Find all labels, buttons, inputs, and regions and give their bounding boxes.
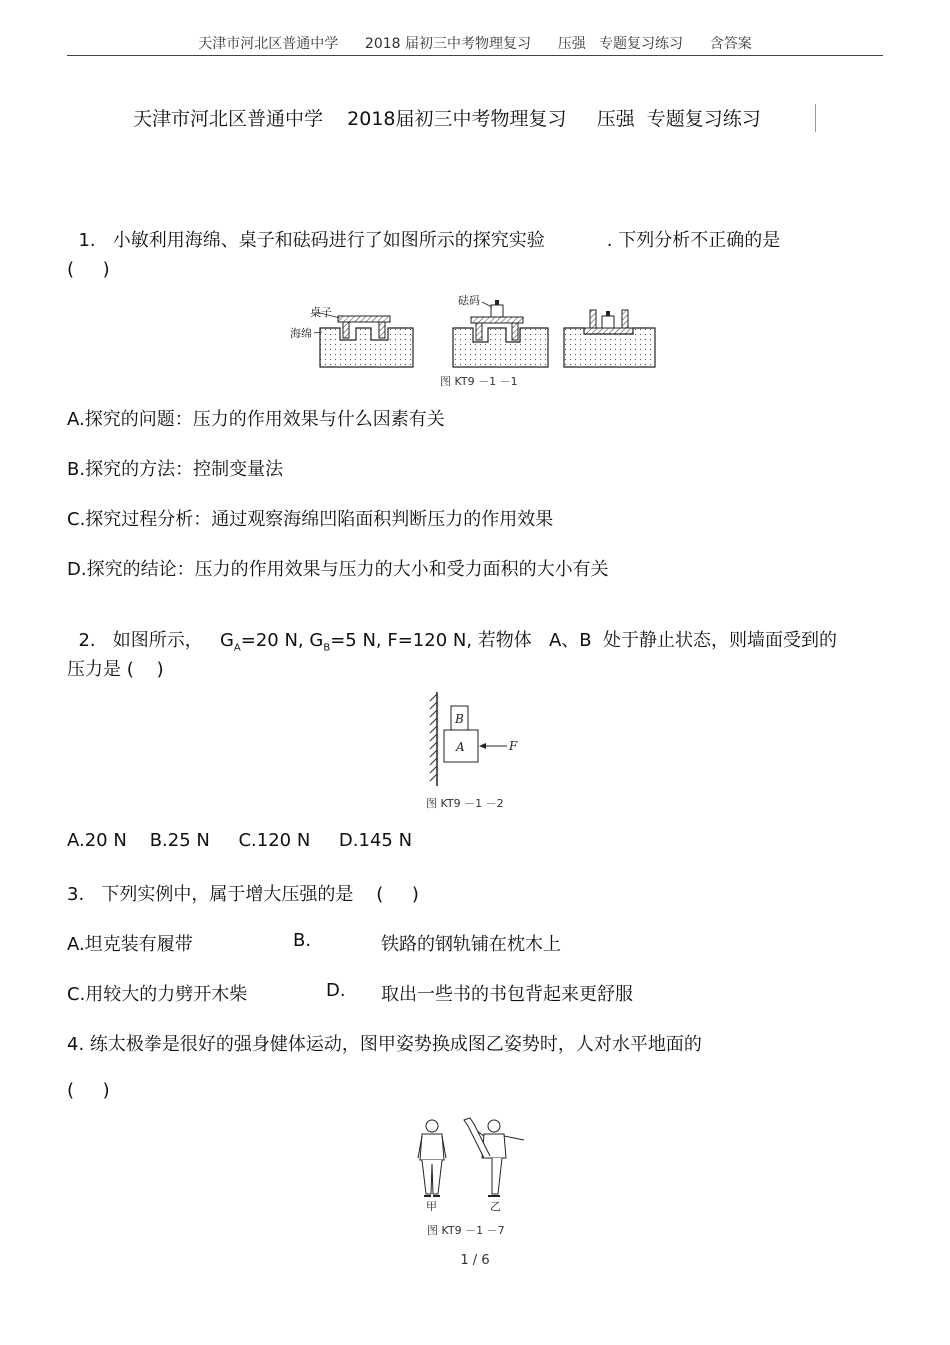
q1-answer-paren: ( ) — [67, 259, 110, 280]
page-number: 1 / 6 — [460, 1253, 490, 1268]
label-a: A — [456, 740, 465, 754]
q1-caption: 图 KT9 －1 －1 — [440, 375, 518, 388]
table-leg-3b — [622, 310, 628, 328]
title-divider — [815, 104, 816, 132]
label-jia: 甲 — [426, 1200, 437, 1213]
running-header: 天津市河北区普通中学 2018 届初三中考物理复习 压强 专题复习练习 含答案 — [198, 36, 752, 52]
q1-option-a: A.探究的问题：压力的作用效果与什么因素有关 — [67, 409, 445, 430]
figure-yi — [464, 1118, 524, 1196]
q3-option-d: 取出一些书的书包背起来更舒服 — [381, 984, 633, 1005]
q2-sub-a: A — [233, 642, 241, 654]
weight-2 — [491, 305, 503, 317]
label-yi: 乙 — [490, 1200, 501, 1213]
q3-option-b-letter: B. — [293, 930, 312, 951]
q1-stem — [67, 205, 780, 252]
q1-option-b: B.探究的方法：控制变量法 — [67, 459, 284, 480]
table-top-1 — [338, 316, 390, 322]
weight-3 — [602, 316, 614, 328]
q1-option-d: D.探究的结论：压力的作用效果与压力的大小和受力面积的大小有关 — [67, 559, 609, 580]
figure-jia — [418, 1120, 446, 1196]
weight-knob-3 — [606, 311, 610, 316]
label-f: F — [509, 739, 518, 753]
q2-stem-start: 2. 如图所示， G — [78, 630, 234, 651]
q2-stem-line2: 压力是 ( ) — [67, 659, 164, 680]
label-sponge: 海绵 — [290, 327, 312, 340]
q2-figure-drawing — [425, 688, 525, 788]
table-leg-1b — [379, 322, 385, 338]
q1-stem-part-b: . 下列分析不正确的是 — [606, 230, 781, 251]
q2-sub-b: B — [323, 642, 331, 654]
q3-option-c: C.用较大的力劈开木柴 — [67, 984, 248, 1005]
q2-stem-rest: =5 N, F=120 N, 若物体 A、B 处于静止状态，则墙面受到的 — [330, 630, 838, 651]
table-top-3 — [584, 328, 633, 334]
q3-stem: 3. 下列实例中，属于增大压强的是 ( ) — [67, 884, 419, 905]
table-leg-2a — [476, 323, 482, 340]
q3-option-d-letter: D. — [326, 980, 346, 1001]
table-leg-3a — [590, 310, 596, 328]
q1-option-c: C.探究过程分析：通过观察海绵凹陷面积判断压力的作用效果 — [67, 509, 554, 530]
force-arrow-head — [479, 743, 486, 749]
q2-stem-mid: =20 N, G — [240, 630, 324, 651]
sponge-2 — [453, 328, 548, 367]
q4-caption: 图 KT9 －1 －7 — [427, 1224, 505, 1237]
header-rule — [67, 55, 883, 56]
q4-stem: 4. 练太极拳是很好的强身健体运动，图甲姿势换成图乙姿势时，人对水平地面的 — [67, 1034, 702, 1055]
weight-knob-2 — [495, 300, 499, 305]
q4-figure — [408, 1112, 533, 1214]
q2-options: A.20 N B.25 N C.120 N D.145 N — [67, 830, 413, 851]
q4-answer-paren: ( ) — [67, 1080, 110, 1101]
q4-figure-drawing — [408, 1112, 533, 1214]
label-table: 桌子 — [310, 306, 332, 319]
q1-stem-part-a: 1. 小敏利用海绵、桌子和砝码进行了如图所示的探究实验 — [78, 230, 545, 251]
wall-hatching — [430, 694, 437, 781]
q3-option-a: A.坦克装有履带 — [67, 934, 193, 955]
sponge-1 — [320, 328, 413, 367]
q3-option-b: 铁路的钢轨铺在枕木上 — [381, 934, 561, 955]
label-weight: 砝码 — [458, 294, 480, 307]
table-top-2 — [471, 317, 523, 323]
page-title: 天津市河北区普通中学 2018届初三中考物理复习 压强 专题复习练习 — [133, 108, 761, 130]
table-leg-1a — [343, 322, 349, 338]
label-b: B — [455, 712, 464, 726]
table-leg-2b — [512, 323, 518, 340]
q2-caption: 图 KT9 －1 －2 — [426, 797, 504, 810]
q2-stem — [67, 605, 837, 654]
q2-figure — [425, 688, 525, 788]
